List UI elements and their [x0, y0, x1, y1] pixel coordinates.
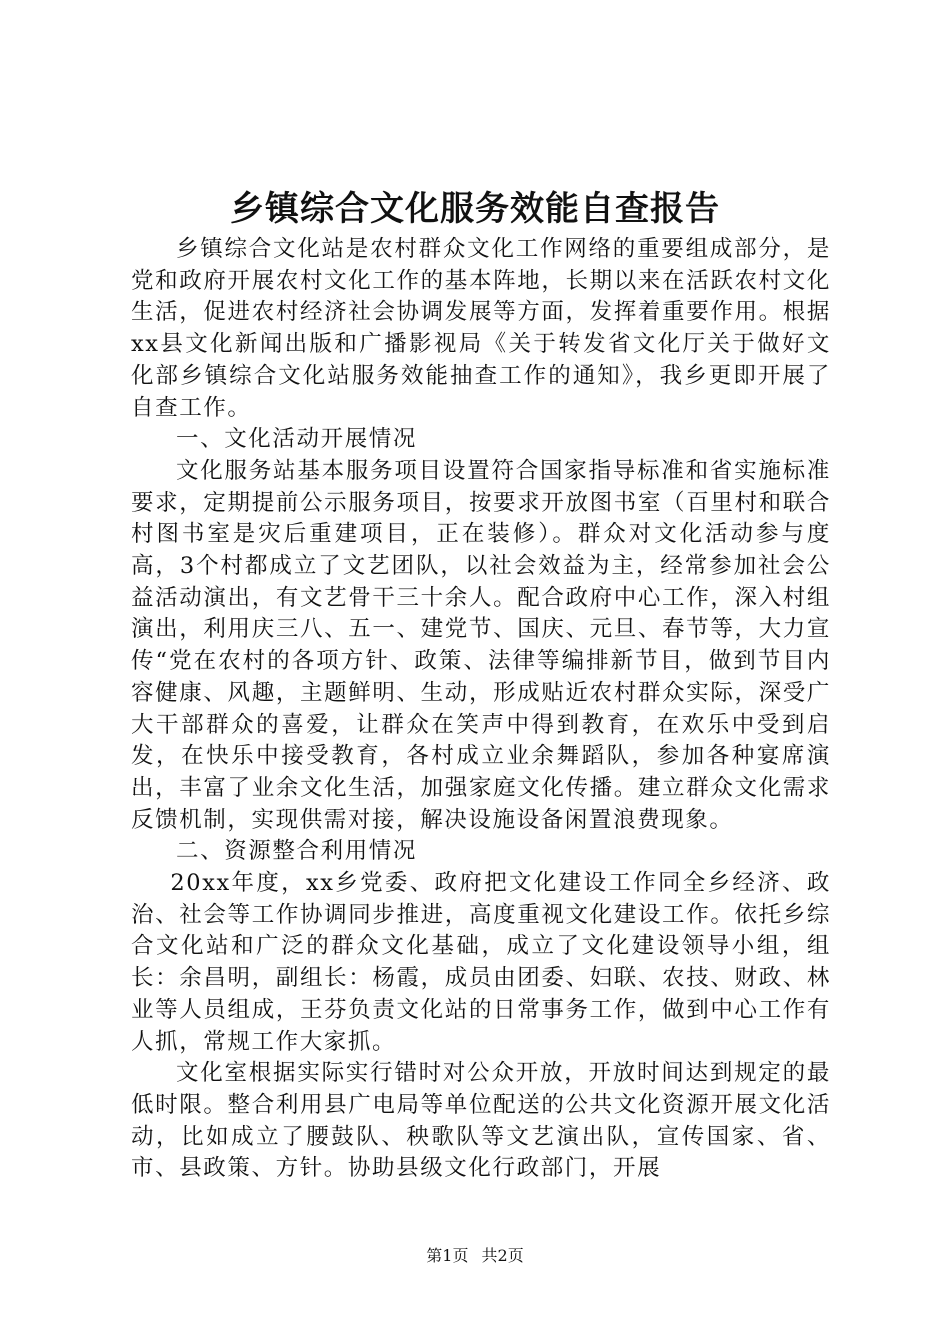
section-heading-1: 一、文化活动开展情况 — [176, 426, 418, 453]
section-heading-2: 二、资源整合利用情况 — [176, 838, 418, 865]
document-body — [131, 234, 831, 1185]
page-footer — [0, 1245, 950, 1267]
document-title: 乡镇综合文化服务效能自查报告 — [230, 189, 720, 229]
paragraph-resource-integration: 20xx年度，xx乡党委、政府把文化建设工作同全乡经济、政治、社会等工作协调同步推进，高度重视文化建设工作。依托乡综合文化站和广泛的群众文化基础，成立了文化建设领导小组，组长：余昌明，副组长：杨霞，成员由团委、妇联、农技、财政、林业等人员组成，王芬负责文化站的日常事务工作，做到中心工作有人抓，常规工作大家抓。 — [131, 870, 831, 1055]
paragraph-intro: 乡镇综合文化站是农村群众文化工作网络的重要组成部分，是党和政府开展农村文化工作的基本阵地，长期以来在活跃农村文化生活，促进农村经济社会协调发展等方面，发挥着重要作用。根据xx县文化新闻出版和广播影视局《关于转发省文化厅关于做好文化部乡镇综合文化站服务效能抽查工作的通知》，我乡更即开展了自查工作。 — [131, 236, 831, 421]
page-number: 第1页 — [426, 1246, 469, 1265]
page-total: 共2页 — [481, 1246, 524, 1265]
paragraph-cultural-activities: 文化服务站基本服务项目设置符合国家指导标准和省实施标准要求，定期提前公示服务项目，按要求开放图书室（百里村和联合村图书室是灾后重建项目，正在装修）。群众对文化活动参与度高，3个村都成立了文艺团队，以社会效益为主，经常参加社会公益活动演出，有文艺骨干三十余人。配合政府中心工作，深入村组演出，利用庆三八、五一、建党节、国庆、元旦、春节等，大力宣传“党在农村的各项方针、政策、法律等编排新节目，做到节目内容健康、风趣，主题鲜明、生动，形成贴近农村群众实际，深受广大干部群众的喜爱，让群众在笑声中得到教育，在欢乐中受到启发，在快乐中接受教育，各村成立业余舞蹈队，参加各种宴席演出，丰富了业余文化生活，加强家庭文化传播。建立群众文化需求反馈机制，实现供需对接，解决设施设备闲置浪费现象。 — [131, 457, 831, 833]
paragraph-opening-hours: 文化室根据实际实行错时对公众开放，开放时间达到规定的最低时限。整合利用县广电局等单位配送的公共文化资源开展文化活动，比如成立了腰鼓队、秧歌队等文艺演出队，宣传国家、省、市、县政策、方针。协助县级文化行政部门，开展 — [131, 1060, 831, 1182]
